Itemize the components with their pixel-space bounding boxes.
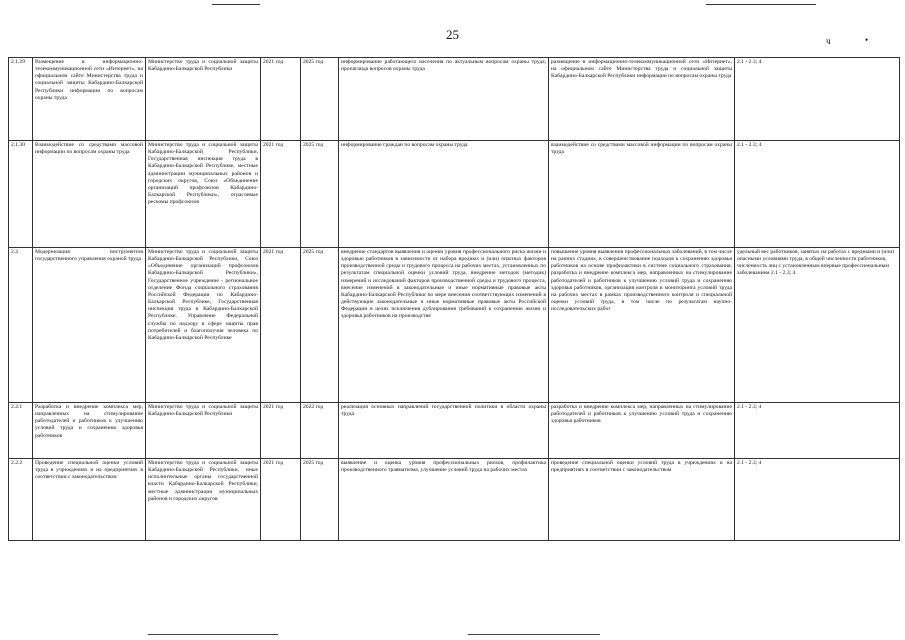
corner-mark-2: • <box>865 35 869 45</box>
end-year-cell: 2025 год <box>301 141 339 248</box>
activity-cell: Проведение специальной оценки условий труда в учреждениях и на предприятиях в соответствии с законодательством <box>33 459 146 541</box>
top-rule-right <box>706 4 816 5</box>
result-cell: размещение в информационно-телекоммуникационной сети «Интернет», на официальном сайте Министерства труда и социальной защиты Кабардино-Балкарской Республики информации по вопросам охраны труда <box>549 58 735 141</box>
row-number: 2.2.1 <box>9 403 33 459</box>
corner-mark-1: ч <box>826 36 831 46</box>
result-cell: проведение специальной оценки условий труда в учреждениях и на предприятиях в соответствии с законодательством <box>549 459 735 541</box>
executor-cell: Министерство труда и социальной защиты Кабардино-Балкарской Республики <box>146 403 261 459</box>
executor-cell: Министерство труда и социальной защиты Кабардино-Балкарской Республики <box>146 58 261 141</box>
page-number: 25 <box>446 27 459 42</box>
row-number: 2.2.2 <box>9 459 33 541</box>
start-year-cell: 2021 год <box>261 58 301 141</box>
end-year-cell: 2025 год <box>301 58 339 141</box>
content-cell: информирование работающего населения по актуальным вопросам охраны труда, пропаганда вопросов охраны труда <box>339 58 549 141</box>
link-cell: удельный вес работников, занятых на работах с вредными и (или) опасными условиями труда, в общей численности работников, численность лиц с установленным впервые профессиональным заболеванием 2.1 - 2.3; 4 <box>735 248 900 403</box>
bottom-rule-right <box>468 634 600 635</box>
executor-cell: Министерство труда и социальной защиты Кабардино-Балкарской Республики, Государственная инспекция труда в Кабардино-Балкарской Республике, местные администрации муниципальных районов и городских округов, Союз «Объединение организаций профсоюзов Кабардино-Балкарской Республики», отраслевые рескомы профсоюзов <box>146 141 261 248</box>
row-number: 2.1.29 <box>9 58 33 141</box>
top-rule-left <box>212 4 260 5</box>
content-cell: внедрение стандартов выявления и оценки уровня профессионального риска жизни и здоровью работников в зависимости от набора вредных и (или) опасных факторов производственной среды и трудового процесса на рабочих местах, установленных по результатам специальной оценки условий труда, внедрение методов (методик) измерений и исследований факторов производственной среды и трудового процесса, внесение изменений в законодательные и иные нормативные правовые акты Кабардино-Балкарской Республики по мере внесения соответствующих изменений в действующие законодательные и иные нормативные правовые акты Российской Федерации в целях исключения дублирования требований к сохранению жизни и здоровья работников на производстве <box>339 248 549 403</box>
result-cell: разработка и внедрение комплекса мер, направленных на стимулирование работодателей и работников к улучшению условий труда и сохранению здоровья работников <box>549 403 735 459</box>
content-cell: выявление и оценка уровня профессиональных рисков, профилактика производственного травматизма, улучшение условий труда на рабочих местах <box>339 459 549 541</box>
end-year-cell: 2025 год <box>301 248 339 403</box>
start-year-cell: 2021 год <box>261 248 301 403</box>
link-cell: 2.1 - 2.3; 4 <box>735 141 900 248</box>
end-year-cell: 2025 год <box>301 459 339 541</box>
table-row <box>9 403 900 459</box>
activity-cell: Разработка и внедрение комплекса мер, направленных на стимулирование работодателей и работников к улучшению условий труда и сохранению здоровья работников <box>33 403 146 459</box>
row-number: 2.2 <box>9 248 33 403</box>
table-row <box>9 248 900 403</box>
link-cell: 2.1 - 2.3; 4 <box>735 403 900 459</box>
executor-cell: Министерство труда и социальной защиты Кабардино-Балкарской Республики, Союз «Объединение организаций профсоюзов Кабардино-Балкарской Республики», Государственное учреждение - региональное отделение Фонда социального страхования Российской Федерации по Кабардино-Балкарской Республике, Государственная инспекция труда в Кабардино-Балкарской Республике, Управление Федеральной службы по надзору в сфере защиты прав потребителей и благополучия человека по Кабардино-Балкарской Республике <box>146 248 261 403</box>
link-cell: 2.1 - 2.3; 4 <box>735 459 900 541</box>
content-cell: реализация основных направлений государственной политики в области охраны труда <box>339 403 549 459</box>
activity-cell: Модернизация инструментов государственного управления охраной труда <box>33 248 146 403</box>
activity-cell: Взаимодействие со средствами массовой информации по вопросам охраны труда <box>33 141 146 248</box>
result-cell: взаимодействие со средствами массовой информации по вопросам охраны труда <box>549 141 735 248</box>
executor-cell: Министерство труда и социальной защиты Кабардино-Балкарской Республики, иные исполнительные органы государственной власти Кабардино-Балкарской Республики, местные администрации муниципальных районов и городских округов <box>146 459 261 541</box>
activity-cell: Размещение в информационно-телекоммуникационной сети «Интернет», на официальном сайте Министерства труда и социальной защиты Кабардино-Балкарской Республики информации по вопросам охраны труда <box>33 58 146 141</box>
start-year-cell: 2021 год <box>261 459 301 541</box>
link-cell: 2.1 - 2.3; 4 <box>735 58 900 141</box>
measures-table <box>8 57 900 541</box>
table-row <box>9 58 900 141</box>
start-year-cell: 2021 год <box>261 141 301 248</box>
start-year-cell: 2021 год <box>261 403 301 459</box>
bottom-rule-left <box>148 634 278 635</box>
row-number: 2.1.30 <box>9 141 33 248</box>
table-row <box>9 141 900 248</box>
content-cell: информирование граждан по вопросам охраны труда <box>339 141 549 248</box>
result-cell: повышение уровня выявления профессиональных заболеваний, в том числе на ранних стадиях, в совершенствование подходов к сохранению здоровья работников на основе профилактики в системе социального страхования, разработка и внедрение комплекса мер, направленных на стимулирование работодателей и работников к улучшению условий труда и сохранению здоровья работников, организация контроля и мониторинга условий труда на рабочих местах в рамках производственного контроля и специальной оценки условий труда, в том числе по результатам научно-исследовательских работ <box>549 248 735 403</box>
table-row <box>9 459 900 541</box>
end-year-cell: 2022 год <box>301 403 339 459</box>
